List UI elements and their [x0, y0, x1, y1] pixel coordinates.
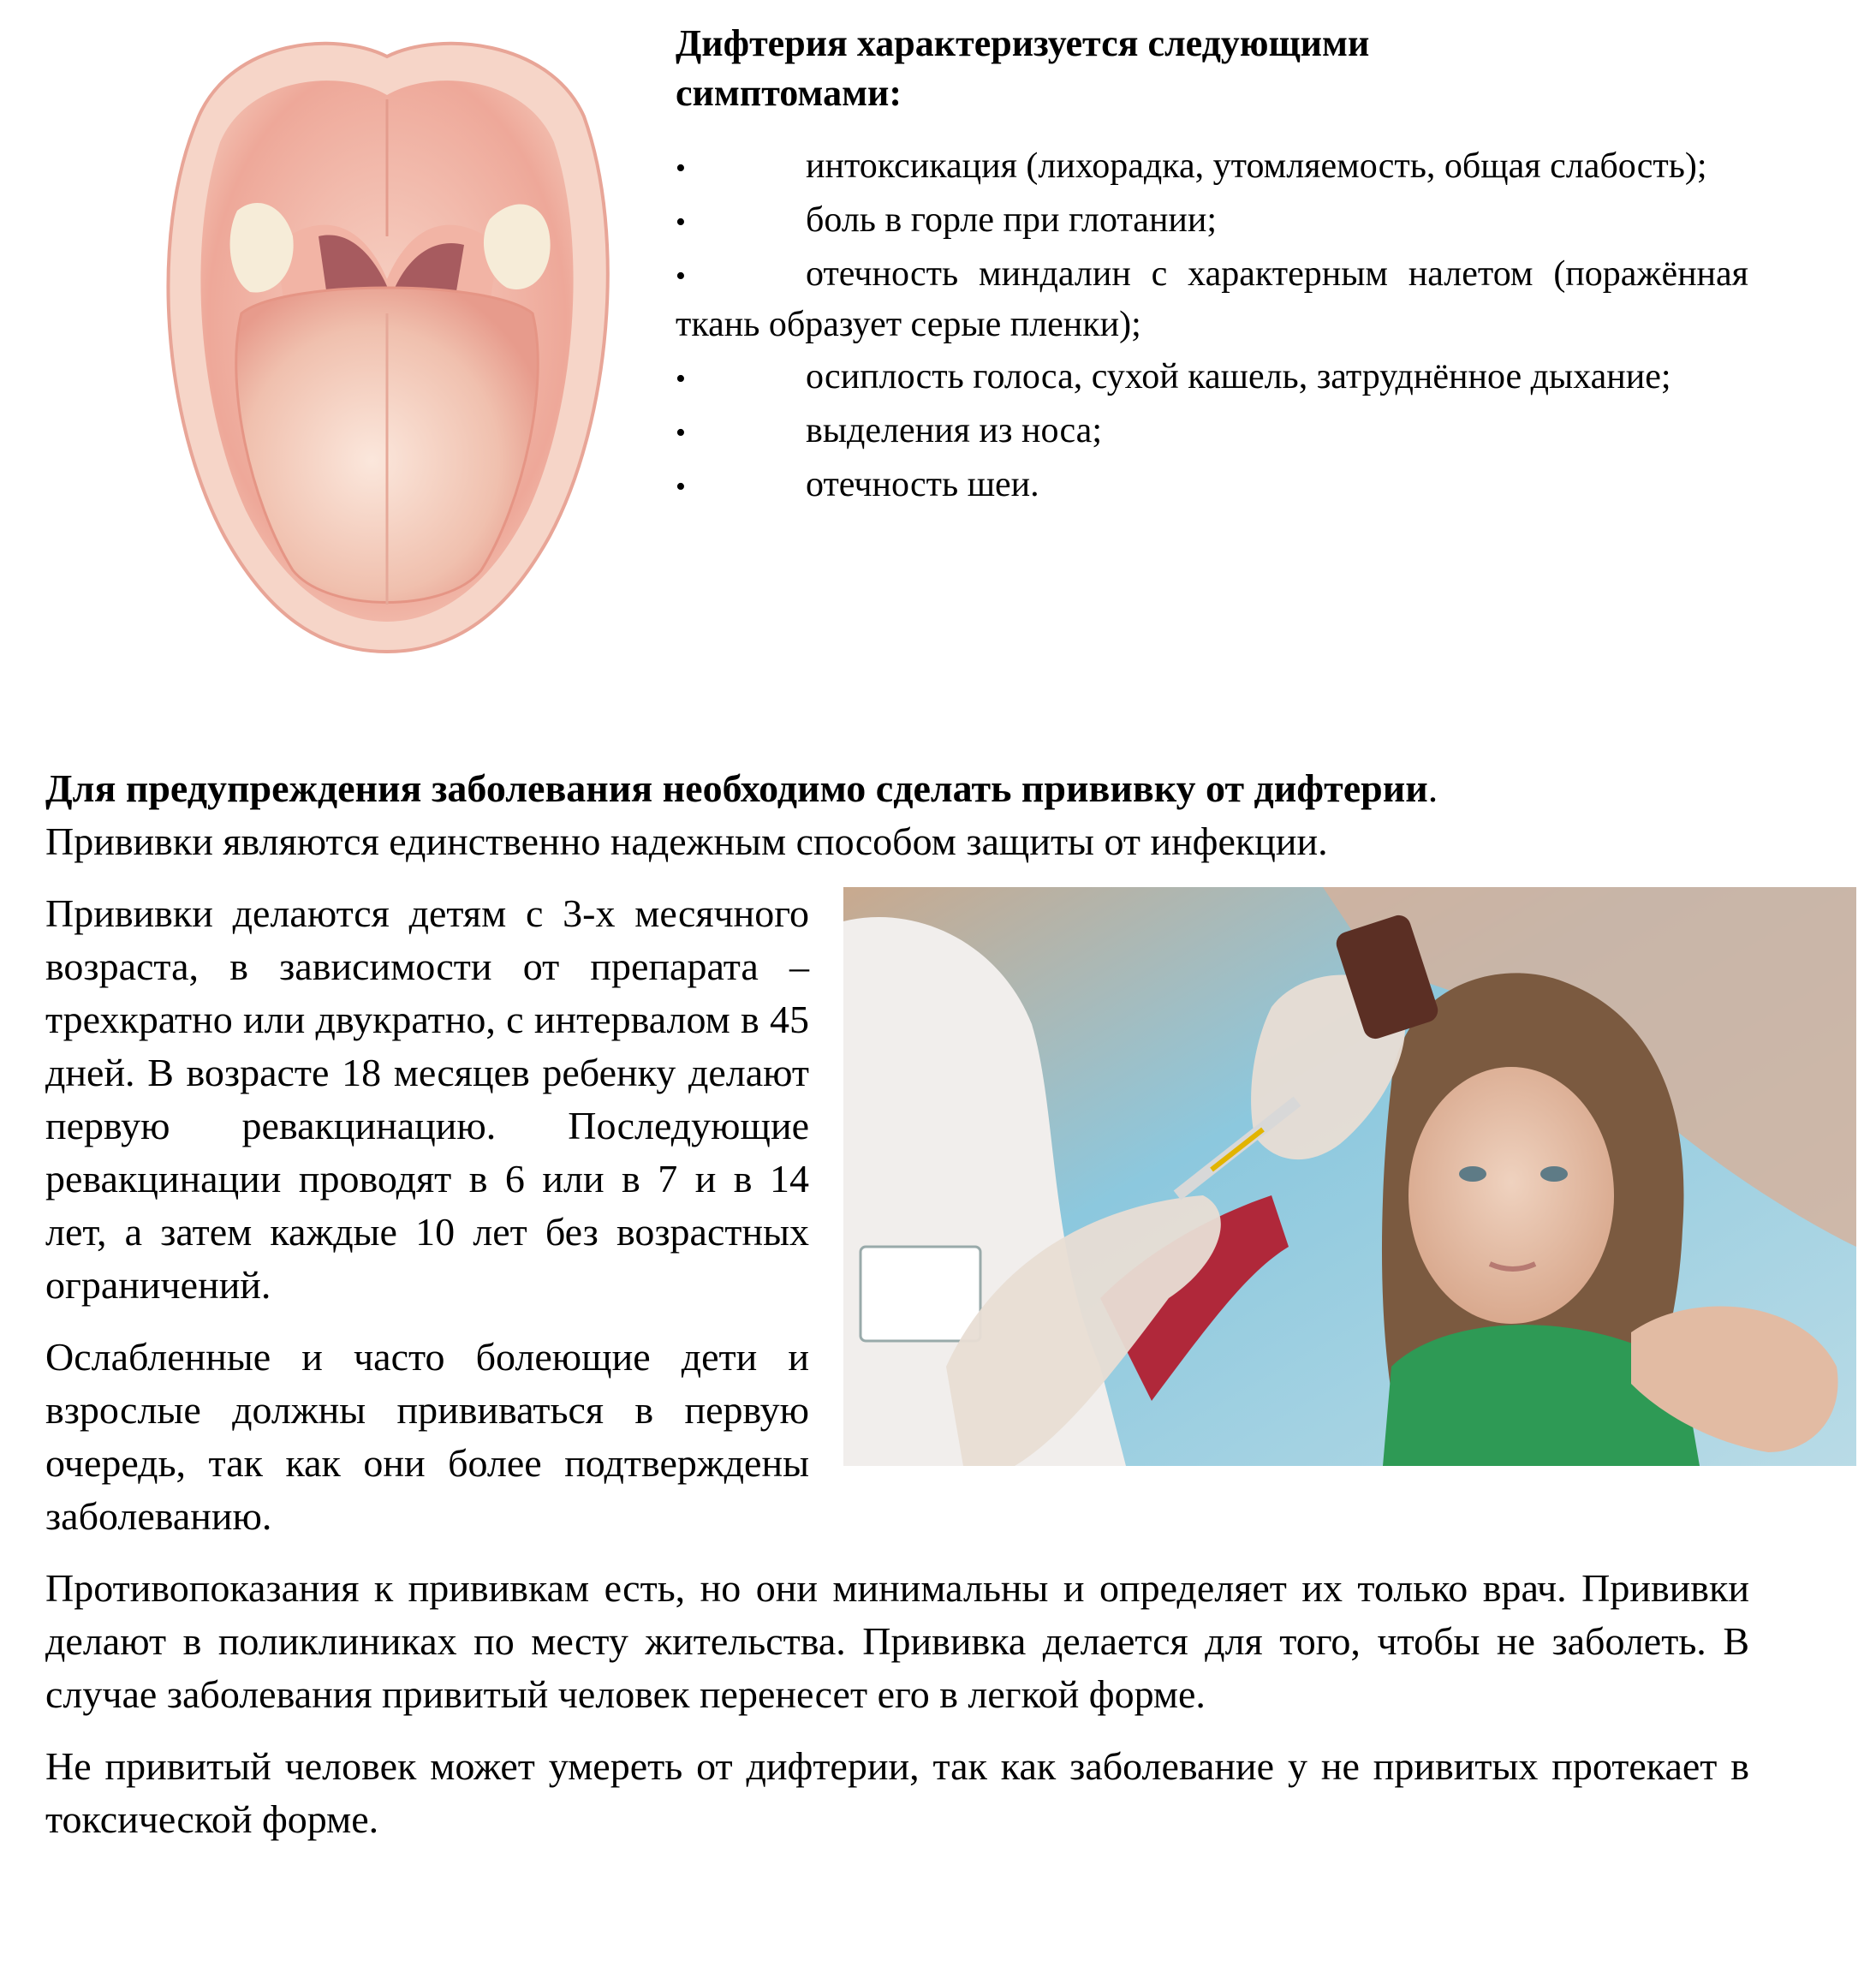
symptoms-list: [676, 142, 1748, 511]
symptom-text: боль в горле при глотании;: [806, 200, 1218, 240]
bullet-icon: •: [676, 260, 686, 292]
symptom-text: выделения из носа;: [806, 411, 1102, 450]
badge: [861, 1247, 980, 1341]
symptoms-section: [676, 19, 1748, 515]
vaccination-photo-drawing: [843, 887, 1856, 1466]
symptom-item: [676, 461, 1748, 511]
prevention-paragraph: [45, 762, 1749, 868]
symptom-item: [676, 407, 1748, 457]
throat-illustration: [147, 22, 627, 660]
symptom-text: отечность шеи.: [806, 465, 1039, 504]
vaccination-schedule-paragraph: Прививки делаются детям с 3-х месячного возраста, в зависимости от препарата – трехкратно или двукратно, с интервалом в 45 дней. В возрасте 18 месяцев ребенку делают первую ревакцинацию. Последующие ревакцинации проводят в 6 или в 7 и в 14 лет, а затем каждые 10 лет без возрастных ограничений.: [45, 891, 809, 1307]
throat-drawing: [147, 22, 627, 660]
unvaccinated-risk-paragraph: Не привитый человек может умереть от дифтерии, так как заболевание у не привитых протекает в токсической форме.: [45, 1744, 1749, 1841]
symptom-text: отечность миндалин с характерным налетом (поражённая ткань образует серые пленки);: [676, 254, 1748, 344]
girl-face: [1408, 1067, 1614, 1324]
symptom-item: [676, 196, 1748, 247]
bullet-icon: •: [676, 206, 686, 238]
bullet-icon: •: [676, 471, 686, 503]
symptom-text: осиплость голоса, сухой кашель, затруднённое дыхание;: [806, 357, 1671, 396]
prevention-line2: Прививки являются единственно надежным способом защиты от инфекции.: [45, 819, 1328, 863]
symptoms-heading: Дифтерия характеризуется следующими симптомами:: [676, 22, 1370, 114]
prevention-bold: Для предупреждения заболевания необходимо сделать прививку от дифтерии: [45, 766, 1428, 810]
symptom-item: [676, 142, 1748, 193]
priority-paragraph: Ослабленные и часто болеющие дети и взрослые должны прививаться в первую очередь, так как они более подтверждены заболеванию.: [45, 1335, 809, 1538]
symptom-item: [676, 353, 1748, 403]
bullet-icon: •: [676, 152, 686, 184]
body-section: [45, 762, 1749, 1846]
prevention-period: .: [1427, 766, 1438, 810]
contraindications-paragraph: Противопоказания к прививкам есть, но они минимальны и определяет их только врач. Прививки делают в поликлиниках по месту жительства. Прививка делается для того, чтобы не заболеть. В случае заболевания привитый человек перенесет его в легкой форме.: [45, 1566, 1749, 1716]
symptom-text: интоксикация (лихорадка, утомляемость, общая слабость);: [806, 146, 1707, 186]
symptom-item: [676, 250, 1748, 349]
vaccination-photo: [843, 887, 1856, 1466]
bullet-icon: •: [676, 363, 686, 395]
bullet-icon: •: [676, 417, 686, 449]
